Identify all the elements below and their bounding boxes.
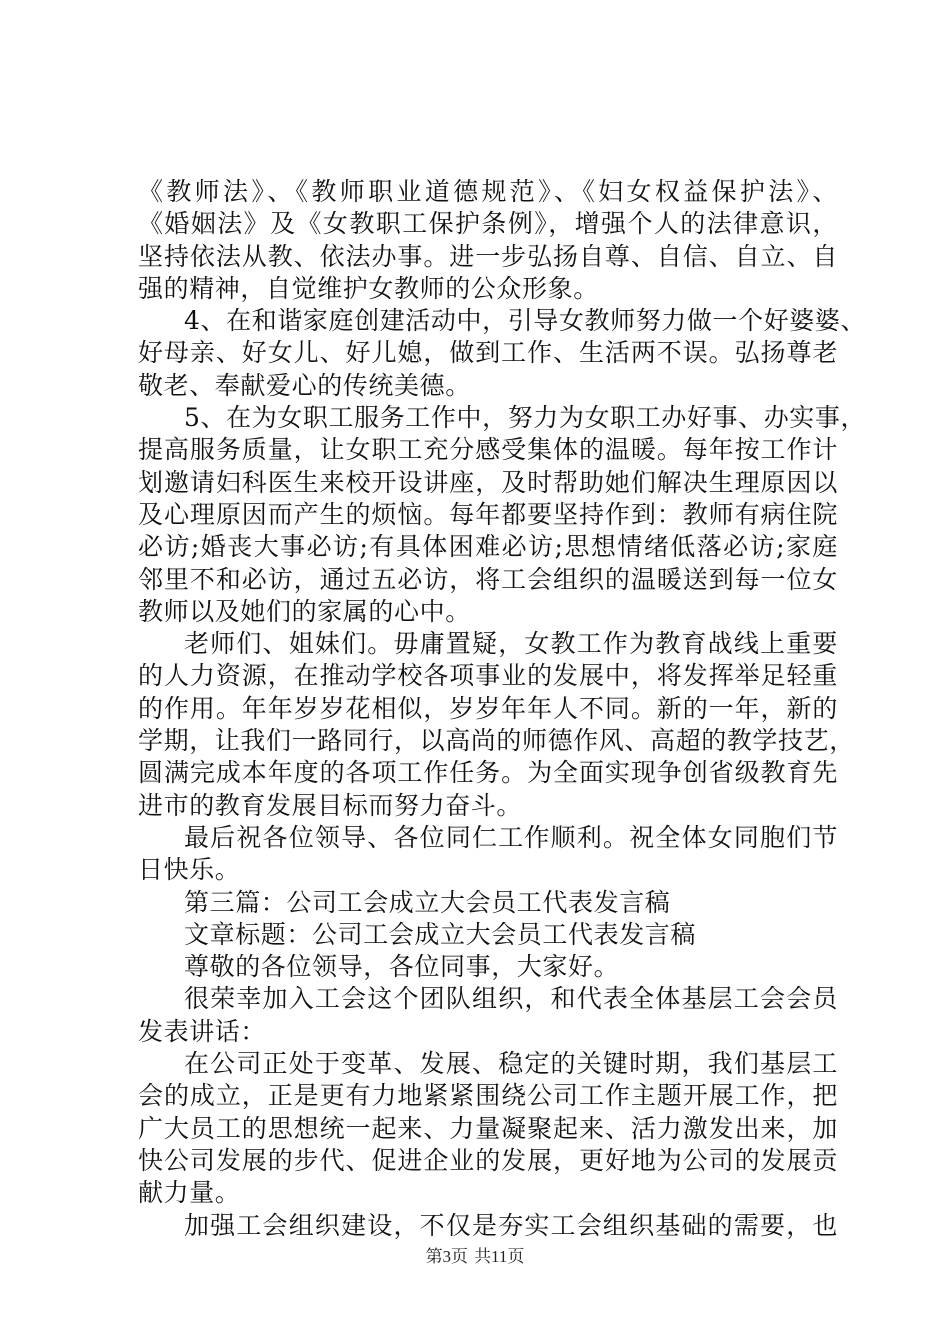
text-line: 在公司正处于变革、发展、稳定的关键时期，我们基层工 [184, 1049, 838, 1079]
text-line: 邻里不和必访，通过五必访，将工会组织的温暖送到每一位女 [138, 564, 838, 594]
text-line: 发表讲话： [138, 1016, 267, 1046]
text-line: 好母亲、好女儿、好儿媳，做到工作、生活两不误。弘扬尊老 [138, 338, 838, 368]
text-line: 学期，让我们一路同行，以高尚的师德作风、高超的教学技艺， [138, 726, 855, 756]
text-line: 《婚姻法》及《女教职工保护条例》，增强个人的法律意识， [138, 209, 838, 239]
text-line: 强的精神，自觉维护女教师的公众形象。 [138, 273, 599, 303]
text-line: 进市的教育发展目标而努力奋斗。 [138, 790, 523, 820]
text-line: 最后祝各位领导、各位同仁工作顺利。祝全体女同胞们节 [184, 822, 838, 852]
text-line: 很荣幸加入工会这个团队组织，和代表全体基层工会会员 [184, 984, 838, 1014]
section-heading: 第三篇：公司工会成立大会员工代表发言稿 [184, 887, 671, 917]
text-line: 5、在为女职工服务工作中，努力为女职工办好事、办实事， [184, 403, 867, 433]
text-line: 的作用。年年岁岁花相似，岁岁年年人不同。新的一年，新的 [138, 693, 838, 723]
text-line: 献力量。 [138, 1178, 241, 1208]
text-line: 快公司发展的步代、促进企业的发展，更好地为公司的发展贡 [138, 1145, 838, 1175]
article-title-line: 文章标题：公司工会成立大会员工代表发言稿 [184, 919, 697, 949]
text-line: 尊敬的各位领导，各位同事，大家好。 [184, 952, 620, 982]
text-line: 教师以及她们的家属的心中。 [138, 596, 471, 626]
text-line: 划邀请妇科医生来校开设讲座，及时帮助她们解决生理原因以 [138, 467, 838, 497]
text-line: 广大员工的思想统一起来、力量凝聚起来、活力激发出来，加 [138, 1113, 838, 1143]
text-line: 老师们、姐妹们。毋庸置疑，女教工作为教育战线上重要 [184, 629, 838, 659]
text-line: 及心理原因而产生的烦恼。每年都要坚持作到：教师有病住院 [138, 499, 838, 529]
document-body [138, 176, 867, 1242]
page-number: 第3页 [425, 1247, 469, 1266]
text-line: 提高服务质量，让女职工充分感受集体的温暖。每年按工作计 [138, 435, 838, 465]
text-line: 必访;婚丧大事必访;有具体困难必访;思想情绪低落必访;家庭 [138, 532, 838, 562]
text-line: 4、在和谐家庭创建活动中，引导女教师努力做一个好婆婆、 [184, 306, 867, 336]
text-line: 圆满完成本年度的各项工作任务。为全面实现争创省级教育先 [138, 758, 838, 788]
text-line: 《教师法》、《教师职业道德规范》、《妇女权益保护法》、 [138, 177, 838, 206]
text-line: 坚持依法从教、依法办事。进一步弘扬自尊、自信、自立、自 [138, 241, 838, 271]
text-line: 日快乐。 [138, 855, 241, 885]
page-footer [0, 1242, 950, 1267]
text-line: 敬老、奉献爱心的传统美德。 [138, 370, 471, 400]
page-total: 共11页 [474, 1247, 525, 1266]
text-line: 的人力资源，在推动学校各项事业的发展中，将发挥举足轻重 [138, 661, 838, 691]
text-line: 会的成立，正是更有力地紧紧围绕公司工作主题开展工作，把 [138, 1081, 838, 1111]
text-line: 加强工会组织建设，不仅是夯实工会组织基础的需要，也 [184, 1210, 838, 1240]
